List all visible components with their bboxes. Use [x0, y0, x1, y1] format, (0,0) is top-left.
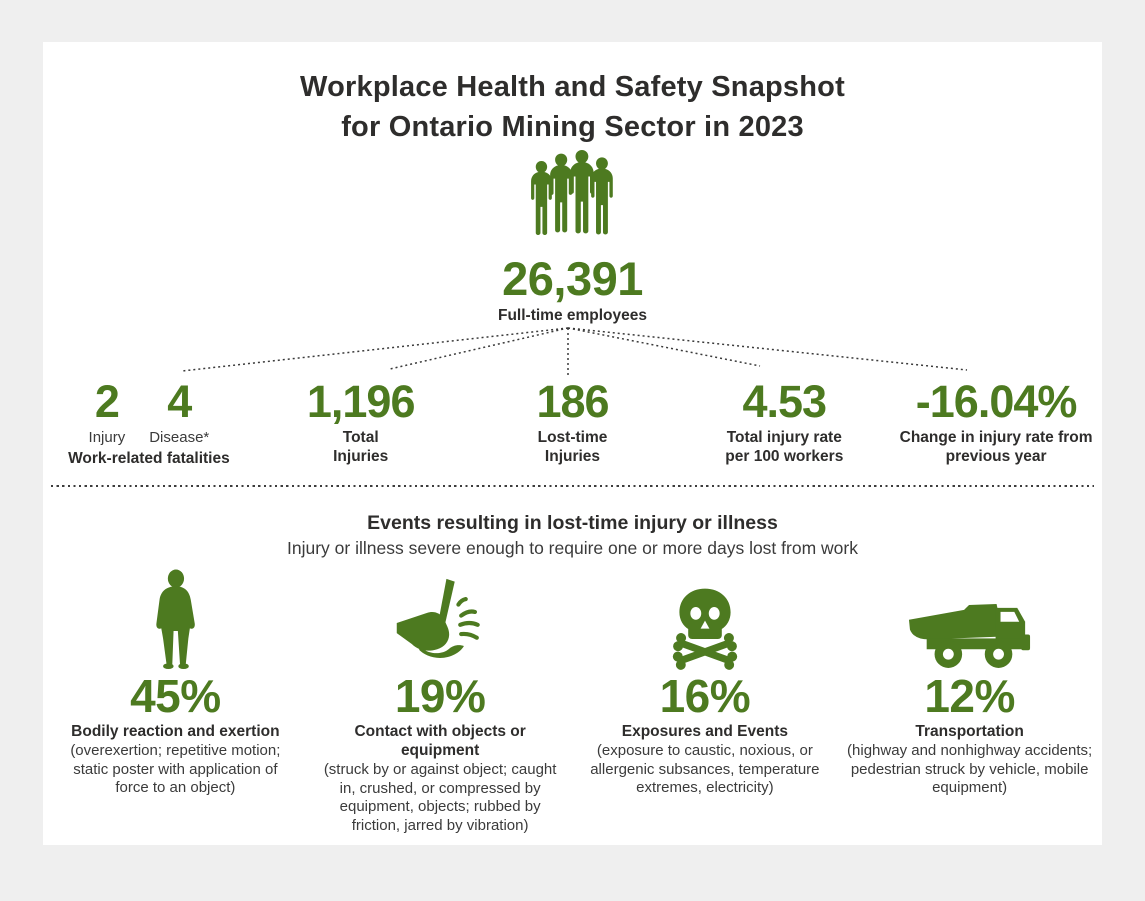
total-injury-rate-label: [682, 428, 886, 466]
total-injury-rate-label-line2: per 100 workers: [725, 448, 844, 465]
event-categories-row: [43, 570, 1102, 835]
category-contact-objects-description: (struck by or against object; caught in, crushed, or compressed by equipment, objects; rubbed by friction, jarred by vibration): [323, 761, 557, 834]
fatalities-label: Work-related fatalities: [68, 450, 230, 467]
category-exposures-name: Exposures and Events: [621, 723, 788, 741]
category-exposures-percent: 16%: [659, 670, 751, 723]
full-time-employees-value: 26,391: [502, 252, 643, 305]
fatality-disease-value: 4: [167, 376, 192, 427]
standing-worker-icon: [145, 570, 205, 670]
stat-injury-rate-change: [890, 378, 1102, 466]
category-bodily-reaction-description: (overexertion; repetitive motion; static poster with application of force to an object): [70, 742, 281, 797]
category-bodily-reaction-iconbox: [49, 570, 302, 670]
total-injuries-label: [259, 428, 463, 466]
injury-rate-change-label-line1: Change in injury rate from: [899, 429, 1093, 446]
stat-total-injury-rate: [678, 378, 890, 466]
stat-total-injuries: [255, 378, 467, 466]
stats-row: [43, 378, 1102, 468]
hand-struck-by-object-icon: [394, 576, 486, 670]
total-injury-rate-label-line1: Total injury rate: [726, 429, 842, 446]
category-contact-objects-percent: 19%: [394, 670, 486, 723]
category-exposures-description: (exposure to caustic, noxious, or allergenic subsances, temperature extremes, electricity): [590, 742, 820, 797]
category-exposures-iconbox: [579, 570, 832, 670]
page-title-line2: for Ontario Mining Sector in 2023: [341, 111, 804, 143]
connector-dotted-lines: [43, 326, 1102, 378]
fatality-injury-label: Injury: [88, 429, 126, 446]
total-injury-rate-value: 4.53: [742, 376, 827, 427]
fatality-injury: [89, 378, 126, 447]
category-bodily-reaction-percent: 45%: [130, 670, 221, 723]
fatality-disease: [149, 378, 209, 447]
category-transportation-percent: 12%: [924, 670, 1015, 723]
stat-work-related-fatalities: [43, 378, 255, 468]
injury-rate-change-value: -16.04%: [915, 376, 1077, 427]
injury-rate-change-label-line2: previous year: [945, 448, 1047, 465]
category-transportation-iconbox: [843, 570, 1096, 670]
category-transportation: [837, 570, 1102, 798]
category-contact-objects-name: Contact with objects or equipment: [354, 723, 526, 760]
dump-truck-icon: [907, 597, 1033, 670]
fatalities-values: [47, 378, 251, 447]
page-title-line1: Workplace Health and Safety Snapshot: [300, 71, 845, 103]
fatality-disease-label: Disease*: [149, 429, 210, 446]
category-contact-objects: [308, 570, 573, 835]
lost-time-injuries-label: [471, 428, 675, 466]
total-injuries-value: 1,196: [306, 376, 415, 427]
lost-time-injuries-value: 186: [536, 376, 609, 427]
injury-rate-change-label: [894, 428, 1098, 466]
category-bodily-reaction-name: Bodily reaction and exertion: [71, 723, 280, 741]
total-injuries-label-line2: Injuries: [333, 448, 389, 465]
category-transportation-name: Transportation: [915, 723, 1024, 741]
total-injuries-label-line1: Total: [342, 429, 379, 446]
fatality-injury-value: 2: [94, 376, 119, 427]
dotted-divider: [51, 485, 1094, 487]
events-section-title: Events resulting in lost-time injury or illness: [367, 512, 778, 535]
skull-crossbones-icon: [665, 584, 745, 670]
page-title: [43, 67, 1102, 147]
full-time-employees-label: Full-time employees: [497, 307, 647, 324]
infographic-card: [43, 42, 1102, 845]
category-bodily-reaction: [43, 570, 308, 798]
people-group-icon: [529, 150, 617, 250]
category-contact-objects-iconbox: [314, 570, 567, 670]
events-section-subtitle: Injury or illness severe enough to require one or more days lost from work: [287, 538, 858, 559]
lost-time-injuries-label-line2: Injuries: [544, 448, 601, 465]
lost-time-injuries-label-line1: Lost-time: [537, 429, 608, 446]
category-exposures: [573, 570, 838, 798]
category-transportation-description: (highway and nonhighway accidents; pedestrian struck by vehicle, mobile equipment): [847, 742, 1093, 797]
stat-lost-time-injuries: [467, 378, 679, 466]
